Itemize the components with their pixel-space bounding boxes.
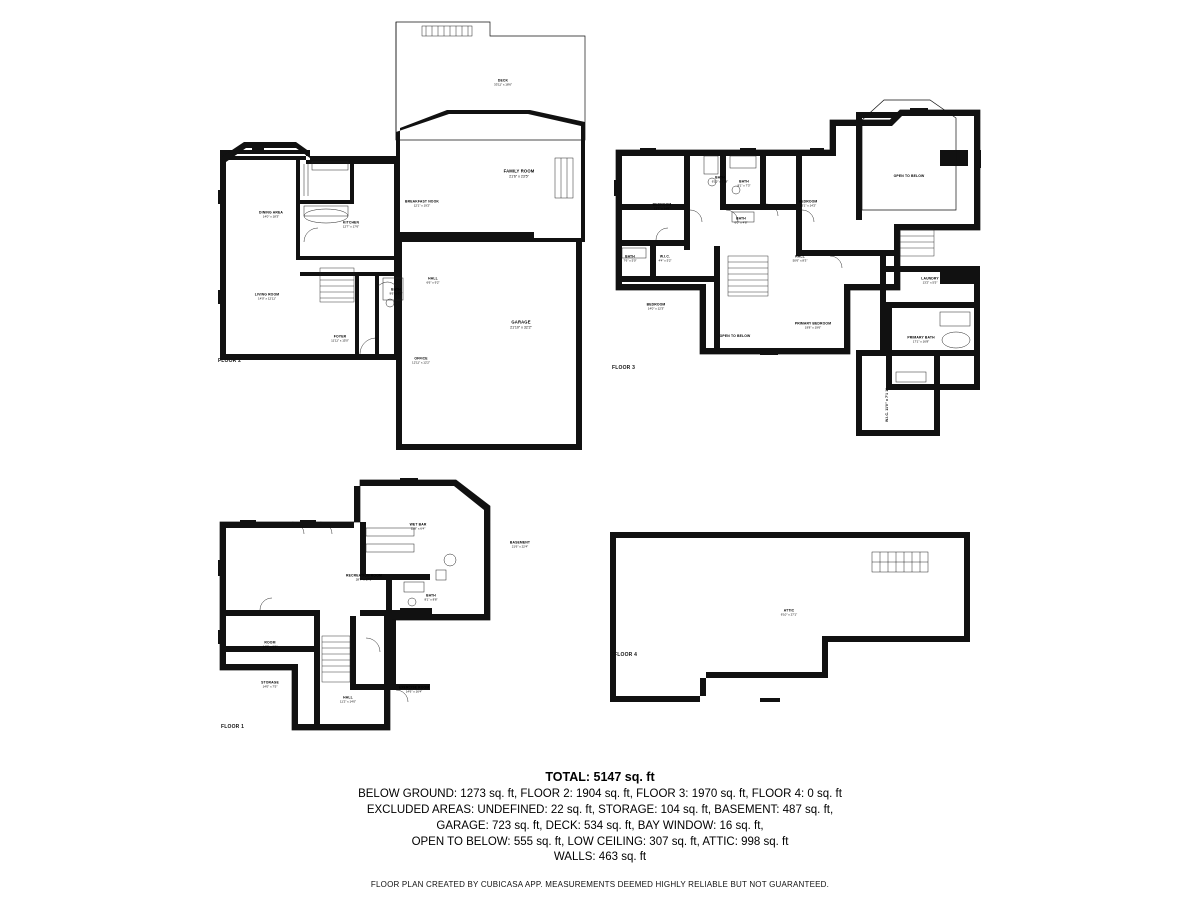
room-label: [259, 211, 283, 218]
floor-4-plan: [600, 520, 980, 730]
room-label: [412, 357, 430, 364]
room-dimensions: 13'2" x 5'5": [922, 280, 938, 285]
room-name: BATH: [391, 287, 401, 292]
room-label: [647, 303, 666, 310]
summary-line-3: GARAGE: 723 sq. ft, DECK: 534 sq. ft, BAY WINDOW: 16 sq. ft,: [436, 819, 764, 832]
room-name: WET BAR: [409, 522, 427, 527]
room-name: BEDROOM: [798, 199, 818, 204]
room-label: [510, 321, 532, 330]
room-dimensions: 33'11" x 18'6": [494, 82, 512, 87]
floor-tag: FLOOR 2: [218, 358, 242, 364]
room-name: LIVING ROOM: [254, 292, 280, 297]
room-dimensions: 4'4" x 5'2": [658, 258, 672, 263]
room-label: [795, 322, 831, 329]
room-label: [346, 574, 382, 581]
room-label: [793, 255, 808, 262]
credit-line: FLOOR PLAN CREATED BY CUBICASA APP. MEASUREMENTS DEEMED HIGHLY RELIABLE BUT NOT GUARANTEED.: [370, 880, 830, 890]
room-label: [405, 200, 439, 207]
room-label: [504, 170, 535, 179]
room-dimensions: 14'0" x 12'3": [647, 306, 665, 311]
room-name: W.I.C. 11'0" x 7'1 1": [885, 388, 890, 422]
room-name: KITCHEN: [342, 220, 360, 225]
room-name: OPEN TO BELOW: [893, 174, 925, 179]
room-dimensions: 21'6" x 23'5": [509, 174, 529, 179]
room-dimensions: 11'2" x 14'0": [339, 699, 357, 704]
room-name: HALL: [795, 254, 805, 259]
room-dimensions: 11'11" x 15'0": [331, 338, 349, 343]
floor-tag: FLOOR 1: [221, 724, 245, 730]
room-name: EXERCISE ROOM: [398, 685, 430, 690]
room-dimensions: 19'8" x 19'6": [804, 325, 822, 330]
room-dimensions: 7'6" x 5'0": [623, 258, 637, 263]
room-name: HALL: [343, 695, 353, 700]
summary-line-4: OPEN TO BELOW: 555 sq. ft, LOW CEILING: 307 sq. ft, ATTIC: 998 sq. ft: [411, 835, 789, 848]
room-dimensions: 14'6" x 16'4": [405, 689, 423, 694]
room-name: RECREATION ROOM: [346, 573, 382, 578]
room-name: FOYER: [333, 334, 347, 339]
room-name: BATH: [426, 593, 436, 598]
room-name: BASEMENT: [509, 540, 531, 545]
room-label: [399, 686, 430, 693]
room-name: BATH: [739, 179, 749, 184]
room-name: BATH: [736, 216, 746, 221]
room-dimensions: 9'6" x 9'1": [389, 291, 403, 296]
room-label: [921, 277, 939, 284]
room-name: BEDROOM: [646, 302, 666, 307]
room-label: [894, 175, 925, 179]
room-dimensions: 50'6" x 8'3": [792, 258, 808, 263]
floor-tag: FLOOR 3: [612, 365, 636, 371]
room-label: [510, 541, 530, 548]
room-label: [343, 221, 359, 228]
room-name: PRIMARY BEDROOM: [794, 321, 832, 326]
room-dimensions: 17'1" x 16'8": [912, 339, 930, 344]
room-name: BREAKFAST NOOK: [405, 199, 439, 204]
room-label: [331, 335, 349, 342]
room-name: HALL: [428, 276, 438, 281]
room-name: PRIMARY BATH: [907, 335, 935, 340]
room-name: DECK: [497, 78, 509, 83]
room-dimensions: 6'10" x 27'1": [780, 612, 798, 617]
floor-2-svg: [200, 10, 600, 370]
room-label: [255, 293, 279, 300]
room-dimensions: 6'6" x 9'2": [426, 280, 440, 285]
room-label: [410, 523, 427, 530]
floor-1-svg: [200, 460, 600, 740]
floor-3-plan: [600, 90, 1000, 460]
room-label: [426, 277, 439, 284]
room-label: [623, 255, 636, 262]
room-name: ROOM: [264, 640, 276, 645]
room-label: [799, 200, 818, 207]
room-name: DINING AREA: [259, 210, 283, 215]
room-dimensions: 6'10" x 7'28": [711, 179, 729, 184]
room-dimensions: 6'0" x 4'8": [734, 220, 748, 225]
room-dimensions: 14'0" x 18'3": [262, 214, 280, 219]
room-name: STORAGE: [261, 680, 279, 685]
room-dimensions: 21'6" x 22'4": [511, 544, 529, 549]
room-name: OPEN TO BELOW: [719, 334, 751, 339]
floor-3-svg: [600, 90, 1000, 460]
room-dimensions: 14'0" x 12'11": [258, 296, 276, 301]
room-dimensions: 14'0" x 6'1": [262, 644, 278, 649]
room-label: [261, 681, 279, 688]
room-dimensions: 8'1" x 8'8": [424, 597, 438, 602]
room-label: [658, 255, 671, 262]
room-label: [737, 180, 750, 187]
summary-line-2: EXCLUDED AREAS: UNDEFINED: 22 sq. ft, STORAGE: 104 sq. ft, BASEMENT: 487 sq. ft,: [366, 803, 834, 816]
floor-tag: FLOOR 4: [614, 652, 638, 658]
room-name: LAUNDRY: [921, 276, 939, 281]
summary-line-5: WALLS: 463 sq. ft: [553, 851, 647, 864]
room-name: ATTIC: [783, 608, 795, 613]
room-dimensions: 12'1" x 19'2": [413, 203, 431, 208]
room-name: W.I.C.: [659, 254, 671, 259]
room-label: [781, 609, 797, 616]
floor-2-plan: [200, 10, 600, 370]
room-name: GARAGE: [511, 319, 531, 325]
room-dimensions: 11'8" x 6'4": [410, 526, 426, 531]
room-dimensions: 13'7" x 14'8": [653, 206, 671, 211]
room-label: [494, 79, 512, 86]
floor-4-svg: [600, 520, 980, 730]
room-name: BATH: [625, 254, 635, 259]
room-dimensions: 21'10" x 32'2": [510, 325, 532, 330]
room-label: [907, 336, 934, 343]
room-label: [734, 217, 747, 224]
room-dimensions: 28'7" x 17'1": [355, 577, 373, 582]
room-dimensions: 12'11" x 12'2": [412, 360, 430, 365]
room-name: FAMILY ROOM: [503, 168, 535, 174]
summary-line-1: BELOW GROUND: 1273 sq. ft, FLOOR 2: 1904 sq. ft, FLOOR 3: 1970 sq. ft, FLOOR 4: 0 sq. ft: [358, 788, 842, 800]
room-label: [712, 176, 728, 183]
total-area: TOTAL: 5147 sq. ft: [545, 770, 655, 784]
room-dimensions: 12'7" x 17'6": [342, 224, 360, 229]
room-dimensions: 8'1" x 7'3": [737, 183, 751, 188]
room-label: [886, 388, 890, 422]
room-label: [263, 641, 278, 648]
room-dimensions: 13'1" x 14'2": [799, 203, 817, 208]
room-label: [424, 594, 437, 601]
area-summary: [0, 770, 1200, 889]
room-label: [389, 288, 402, 295]
room-name: BEDROOM: [652, 202, 672, 207]
room-label: [653, 203, 672, 210]
room-label: [340, 696, 356, 703]
floor-1-plan: [200, 460, 600, 740]
room-name: OFFICE: [414, 356, 428, 361]
room-label: [720, 335, 751, 339]
room-name: BATH: [715, 175, 725, 180]
room-dimensions: 14'0" x 7'5": [262, 684, 278, 689]
